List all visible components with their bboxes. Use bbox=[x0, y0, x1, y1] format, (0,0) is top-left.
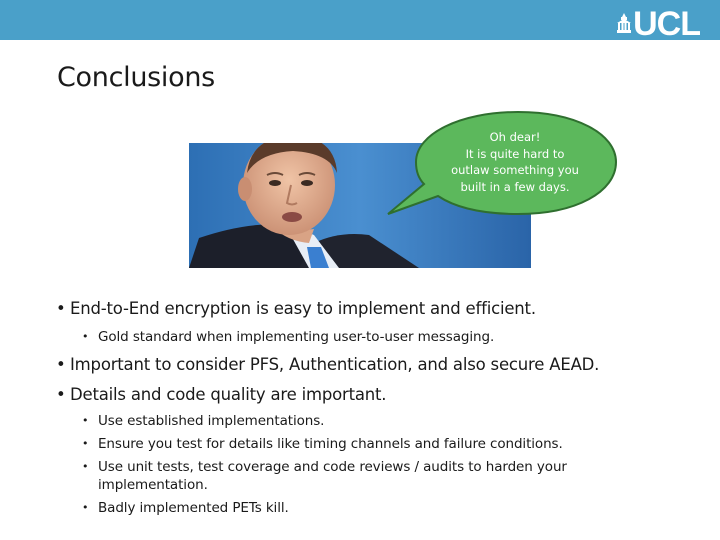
bubble-line: Oh dear! bbox=[489, 130, 541, 144]
bullet-item bbox=[56, 354, 696, 376]
sub-bullet-text: Use unit tests, test coverage and code reviews / audits to harden your implementation. bbox=[98, 459, 567, 493]
bullet-item bbox=[56, 384, 696, 406]
header-bar bbox=[0, 0, 720, 43]
sub-bullet-icon: • bbox=[82, 414, 89, 427]
sub-bullet-item bbox=[82, 328, 696, 346]
ucl-logo bbox=[617, 5, 700, 43]
sub-bullet-text: Gold standard when implementing user-to-user messaging. bbox=[98, 329, 495, 345]
bullet-text: Details and code quality are important. bbox=[70, 385, 387, 404]
sub-bullet-icon: • bbox=[82, 501, 89, 514]
sub-bullet-icon: • bbox=[82, 330, 89, 343]
sub-bullet-text: Ensure you test for details like timing channels and failure conditions. bbox=[98, 436, 563, 452]
portico-icon bbox=[617, 13, 631, 33]
sub-bullet-item bbox=[82, 458, 602, 494]
sub-bullet-item bbox=[82, 435, 696, 453]
sub-bullet-item bbox=[82, 412, 696, 430]
sub-bullet-item bbox=[82, 499, 696, 517]
bullet-icon: • bbox=[56, 299, 66, 318]
bubble-line: built in a few days. bbox=[460, 179, 570, 194]
logo-text: UCL bbox=[633, 5, 700, 43]
sub-bullet-icon: • bbox=[82, 437, 89, 450]
bullet-list bbox=[56, 298, 696, 522]
bullet-text: End-to-End encryption is easy to implement and efficient. bbox=[70, 299, 536, 318]
bullet-icon: • bbox=[56, 385, 66, 404]
bubble-line: It is quite hard to bbox=[465, 146, 565, 161]
speech-bubble-text bbox=[440, 129, 590, 195]
sub-bullet-icon: • bbox=[82, 460, 89, 473]
sub-bullet-text: Use established implementations. bbox=[98, 413, 325, 429]
bullet-item bbox=[56, 298, 696, 320]
bubble-line: outlaw something you bbox=[451, 163, 579, 177]
sub-bullet-text: Badly implemented PETs kill. bbox=[98, 500, 289, 516]
bullet-icon: • bbox=[56, 355, 66, 374]
bullet-text: Important to consider PFS, Authentication, and also secure AEAD. bbox=[70, 355, 600, 374]
slide-title: Conclusions bbox=[57, 62, 215, 93]
